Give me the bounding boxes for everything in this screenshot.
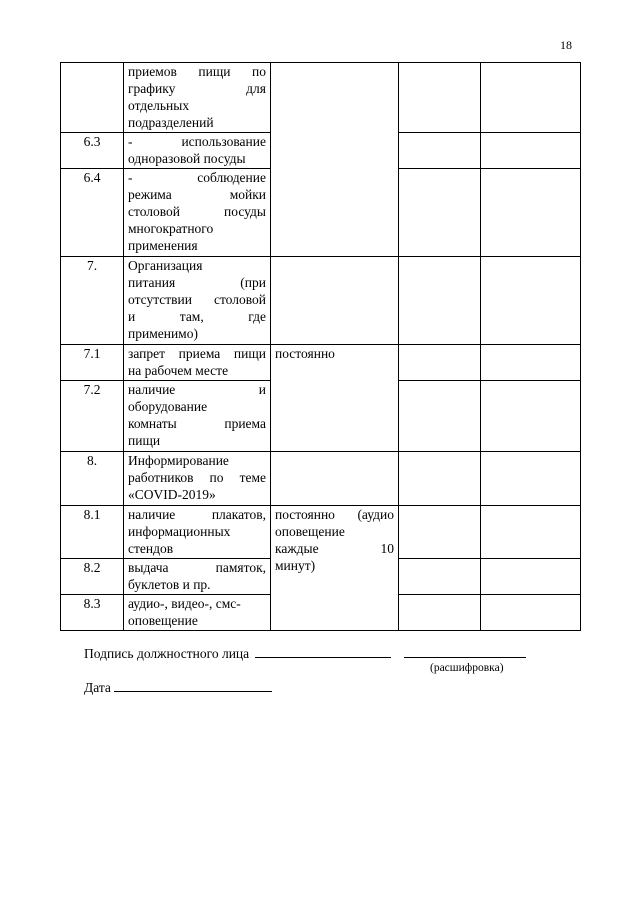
description-line: пищи [128, 433, 161, 448]
signature-line [84, 646, 526, 662]
period-line: каждые 10 [275, 541, 394, 556]
empty-cell [399, 257, 481, 345]
row-number: 8. [61, 452, 124, 506]
row-description [124, 381, 271, 452]
row-description [124, 506, 271, 559]
period-cell [271, 63, 399, 257]
empty-cell [399, 345, 481, 381]
row-number: 7.1 [61, 345, 124, 381]
period-line: оповещение [275, 524, 345, 539]
empty-cell [399, 452, 481, 506]
description-line: режима мойки [128, 187, 266, 202]
description-line: запрет приема пищи [128, 346, 266, 361]
signature-blank [255, 657, 391, 658]
row-number: 7. [61, 257, 124, 345]
row-description [124, 452, 271, 506]
table-row [61, 506, 581, 559]
empty-cell [481, 63, 581, 133]
description-line: стендов [128, 541, 174, 556]
description-line: питания (при [128, 275, 266, 290]
description-line: многократного [128, 221, 214, 236]
signature-label: Подпись должностного лица [84, 646, 250, 661]
description-line: применения [128, 238, 198, 253]
empty-cell [481, 257, 581, 345]
empty-cell [481, 345, 581, 381]
table-row [61, 452, 581, 506]
period-line: постоянно (аудио [275, 507, 394, 522]
row-description [124, 63, 271, 133]
description-line: наличие и [128, 382, 266, 397]
description-line: приемов пищи по [128, 64, 266, 79]
row-description [124, 559, 271, 595]
row-number: 6.3 [61, 133, 124, 169]
period-cell [271, 257, 399, 345]
description-line: наличие плакатов, [128, 507, 266, 522]
description-line: подразделений [128, 115, 214, 130]
description-line: применимо) [128, 326, 198, 341]
row-number: 8.3 [61, 595, 124, 631]
row-description [124, 133, 271, 169]
page-number: 18 [560, 38, 572, 52]
date-line [84, 680, 272, 696]
empty-cell [481, 506, 581, 559]
row-description [124, 345, 271, 381]
row-number: 6.4 [61, 169, 124, 257]
table-row [61, 257, 581, 345]
table-row [61, 63, 581, 133]
row-description [124, 257, 271, 345]
period-cell [271, 506, 399, 631]
description-line: и там, где [128, 309, 266, 324]
empty-cell [481, 169, 581, 257]
empty-cell [481, 559, 581, 595]
description-line: - использование [128, 134, 266, 149]
description-line: столовой посуды [128, 204, 266, 219]
row-number: 8.2 [61, 559, 124, 595]
date-blank [114, 691, 272, 692]
description-line: оборудование [128, 399, 208, 414]
empty-cell [399, 506, 481, 559]
empty-cell [399, 381, 481, 452]
description-line: отсутствии столовой [128, 292, 266, 307]
empty-cell [399, 595, 481, 631]
decode-caption: (расшифровка) [430, 662, 504, 674]
description-line: отдельных [128, 98, 190, 113]
description-line: графику для [128, 81, 266, 96]
row-number: 7.2 [61, 381, 124, 452]
empty-cell [399, 133, 481, 169]
period-line: минут) [275, 558, 316, 573]
description-line: работников по теме [128, 470, 266, 485]
description-line: Информирование [128, 453, 229, 468]
date-label: Дата [84, 680, 111, 695]
description-line: Организация [128, 258, 203, 273]
description-line: «COVID-2019» [128, 487, 216, 502]
row-description [124, 169, 271, 257]
decode-blank [404, 657, 526, 658]
table-row [61, 345, 581, 381]
description-line: оповещение [128, 613, 198, 628]
row-number: 8.1 [61, 506, 124, 559]
description-line: - соблюдение [128, 170, 266, 185]
empty-cell [481, 595, 581, 631]
empty-cell [481, 133, 581, 169]
description-line: информационных [128, 524, 231, 539]
description-line: выдача памяток, [128, 560, 266, 575]
period-cell [271, 452, 399, 506]
description-line: буклетов и пр. [128, 577, 211, 592]
empty-cell [481, 381, 581, 452]
empty-cell [399, 63, 481, 133]
description-line: на рабочем месте [128, 363, 229, 378]
checklist-table [60, 62, 581, 631]
description-line: аудио-, видео-, смс- [128, 596, 241, 611]
empty-cell [481, 452, 581, 506]
row-number [61, 63, 124, 133]
description-line: одноразовой посуды [128, 151, 246, 166]
row-description [124, 595, 271, 631]
empty-cell [399, 559, 481, 595]
description-line: комнаты приема [128, 416, 266, 431]
empty-cell [399, 169, 481, 257]
period-cell: постоянно [271, 345, 399, 452]
